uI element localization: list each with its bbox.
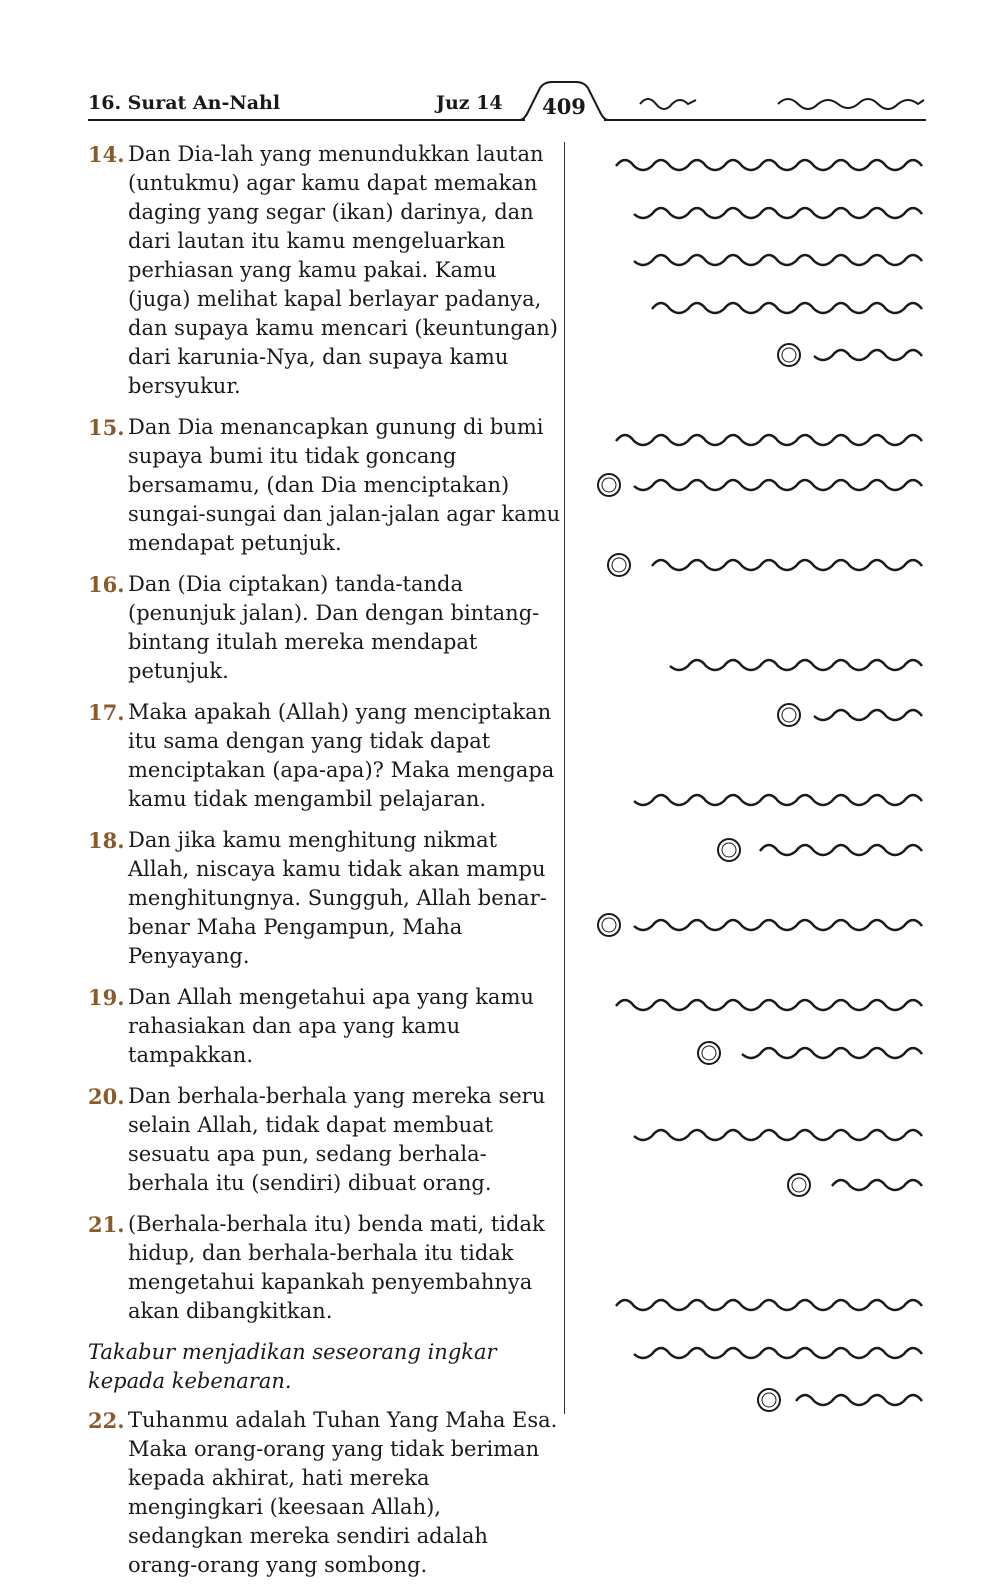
header-rule-left bbox=[88, 119, 525, 121]
ayah-end-marker-icon bbox=[606, 552, 632, 578]
arabic-text-line bbox=[626, 785, 926, 809]
arabic-text-line bbox=[786, 1385, 926, 1409]
arabic-text-line bbox=[806, 340, 926, 364]
arabic-calligraphy-stroke bbox=[634, 208, 922, 218]
verse-19 bbox=[88, 983, 562, 1070]
arabic-calligraphy-stroke bbox=[670, 660, 922, 670]
verse-number: 17. bbox=[88, 700, 125, 725]
arabic-text-line bbox=[606, 1290, 926, 1314]
verse-text: Tuhanmu adalah Tuhan Yang Maha Esa. Maka orang-orang yang tidak beriman kepada akhirat, hati mereka mengingkari (keesaan Allah), sedangkan mereka sendiri adalah orang-orang yang sombong. bbox=[128, 1408, 558, 1577]
verse-number: 22. bbox=[88, 1408, 125, 1433]
arabic-text-line bbox=[626, 198, 926, 222]
arabic-calligraphy-stroke bbox=[634, 255, 922, 265]
verse-text: Dan (Dia ciptakan) tanda-tanda (penunjuk jalan). Dan dengan bintang-bintang itulah mereka mendapat petunjuk. bbox=[128, 572, 540, 683]
ayah-end-marker-icon bbox=[756, 1387, 782, 1413]
arabic-text-line bbox=[596, 150, 926, 174]
ayah-end-marker-icon bbox=[716, 837, 742, 863]
verse-text: Dan berhala-berhala yang mereka seru selain Allah, tidak dapat membuat sesuatu apa pun, sedang berhala-berhala itu (sendiri) dibuat orang. bbox=[128, 1084, 546, 1195]
arabic-calligraphy-stroke bbox=[616, 1300, 922, 1310]
verse-20 bbox=[88, 1082, 562, 1198]
arabic-text-line bbox=[626, 470, 926, 494]
arabic-text-line bbox=[616, 245, 926, 269]
arabic-text-line bbox=[746, 835, 926, 859]
arabic-text-line bbox=[636, 550, 926, 574]
arabic-calligraphy-stroke bbox=[760, 845, 922, 855]
ayah-end-marker-icon bbox=[776, 342, 802, 368]
arabic-surah-title-icon bbox=[776, 90, 926, 112]
arabic-text-line bbox=[636, 293, 926, 317]
arabic-text-line bbox=[626, 1338, 926, 1362]
arabic-text-line bbox=[816, 1170, 926, 1194]
verse-number: 16. bbox=[88, 572, 125, 597]
arabic-calligraphy-stroke bbox=[616, 160, 922, 170]
page-number: 409 bbox=[542, 94, 586, 119]
verse-22 bbox=[88, 1406, 562, 1580]
verse-text: Dan Dia menancapkan gunung di bumi supaya bumi itu tidak goncang bersamamu, (dan Dia menciptakan) sungai-sungai dan jalan-jalan agar kamu mendapat petunjuk. bbox=[128, 415, 561, 555]
arabic-header bbox=[630, 88, 926, 116]
verse-text: Dan Allah mengetahui apa yang kamu rahasiakan dan apa yang kamu tampakkan. bbox=[128, 985, 534, 1067]
arabic-calligraphy-stroke bbox=[634, 1348, 922, 1358]
arabic-text-line bbox=[596, 425, 926, 449]
translation-column bbox=[88, 140, 562, 1592]
arabic-calligraphy-stroke bbox=[814, 350, 922, 360]
arabic-text-column bbox=[580, 140, 926, 1420]
ayah-end-marker-icon bbox=[696, 1040, 722, 1066]
verse-text: Maka apakah (Allah) yang menciptakan itu sama dengan yang tidak dapat menciptakan (apa-apa)? Maka mengapa kamu tidak mengambil pelajaran. bbox=[128, 700, 555, 811]
verse-15 bbox=[88, 413, 562, 558]
arabic-calligraphy-stroke bbox=[634, 920, 922, 930]
arabic-calligraphy-stroke bbox=[796, 1395, 922, 1405]
verse-17 bbox=[88, 698, 562, 814]
ayah-end-marker-icon bbox=[776, 702, 802, 728]
ayah-end-marker-icon bbox=[596, 912, 622, 938]
verse-number: 14. bbox=[88, 142, 125, 167]
ayah-end-marker-icon bbox=[786, 1172, 812, 1198]
verse-number: 20. bbox=[88, 1084, 125, 1109]
page-header bbox=[0, 0, 1000, 130]
verse-number: 21. bbox=[88, 1212, 125, 1237]
verse-number: 15. bbox=[88, 415, 125, 440]
arabic-text-line bbox=[666, 650, 926, 674]
arabic-text-line bbox=[726, 1038, 926, 1062]
arabic-calligraphy-stroke bbox=[634, 480, 922, 490]
verse-text: Dan Dia-lah yang menundukkan lautan (untukmu) agar kamu dapat memakan daging yang segar (ikan) darinya, dan dari lautan itu kamu mengeluarkan perhiasan yang kamu pakai. Kamu (juga) melihat kapal berlayar padanya, dan supaya kamu mencari (keuntungan) dari karunia-Nya, dan supaya kamu bersyukur. bbox=[128, 142, 558, 398]
verse-16 bbox=[88, 570, 562, 686]
header-rule-right bbox=[604, 119, 926, 121]
arabic-calligraphy-stroke bbox=[634, 1130, 922, 1140]
arabic-calligraphy-stroke bbox=[832, 1180, 922, 1190]
verse-18 bbox=[88, 826, 562, 971]
arabic-calligraphy-stroke bbox=[652, 560, 922, 570]
surah-title: 16. Surat An-Nahl bbox=[88, 92, 281, 114]
section-heading: Takabur menjadikan seseorang ingkar kepada kebenaran. bbox=[88, 1340, 497, 1393]
arabic-calligraphy-stroke bbox=[634, 795, 922, 805]
arabic-calligraphy-stroke bbox=[652, 303, 922, 313]
arabic-calligraphy-stroke bbox=[616, 1000, 922, 1010]
column-divider bbox=[564, 142, 565, 1414]
juz-label: Juz 14 bbox=[436, 92, 503, 114]
arabic-text-line bbox=[626, 910, 926, 934]
verse-number: 19. bbox=[88, 985, 125, 1010]
arabic-juz-title-icon bbox=[638, 90, 698, 112]
arabic-calligraphy-stroke bbox=[616, 435, 922, 445]
arabic-text-line bbox=[606, 990, 926, 1014]
arabic-text-line bbox=[616, 1120, 926, 1144]
ayah-end-marker-icon bbox=[596, 472, 622, 498]
verse-number: 18. bbox=[88, 828, 125, 853]
arabic-calligraphy-stroke bbox=[814, 710, 922, 720]
verse-21 bbox=[88, 1210, 562, 1326]
verse-14 bbox=[88, 140, 562, 401]
arabic-calligraphy-stroke bbox=[742, 1048, 922, 1058]
verse-text: (Berhala-berhala itu) benda mati, tidak hidup, dan berhala-berhala itu tidak mengetahui kapankah penyembahnya akan dibangkitkan. bbox=[128, 1212, 545, 1323]
arabic-text-line bbox=[806, 700, 926, 724]
verse-text: Dan jika kamu menghitung nikmat Allah, niscaya kamu tidak akan mampu menghitungnya. Sungguh, Allah benar-benar Maha Pengampun, Maha Penyayang. bbox=[128, 828, 547, 968]
